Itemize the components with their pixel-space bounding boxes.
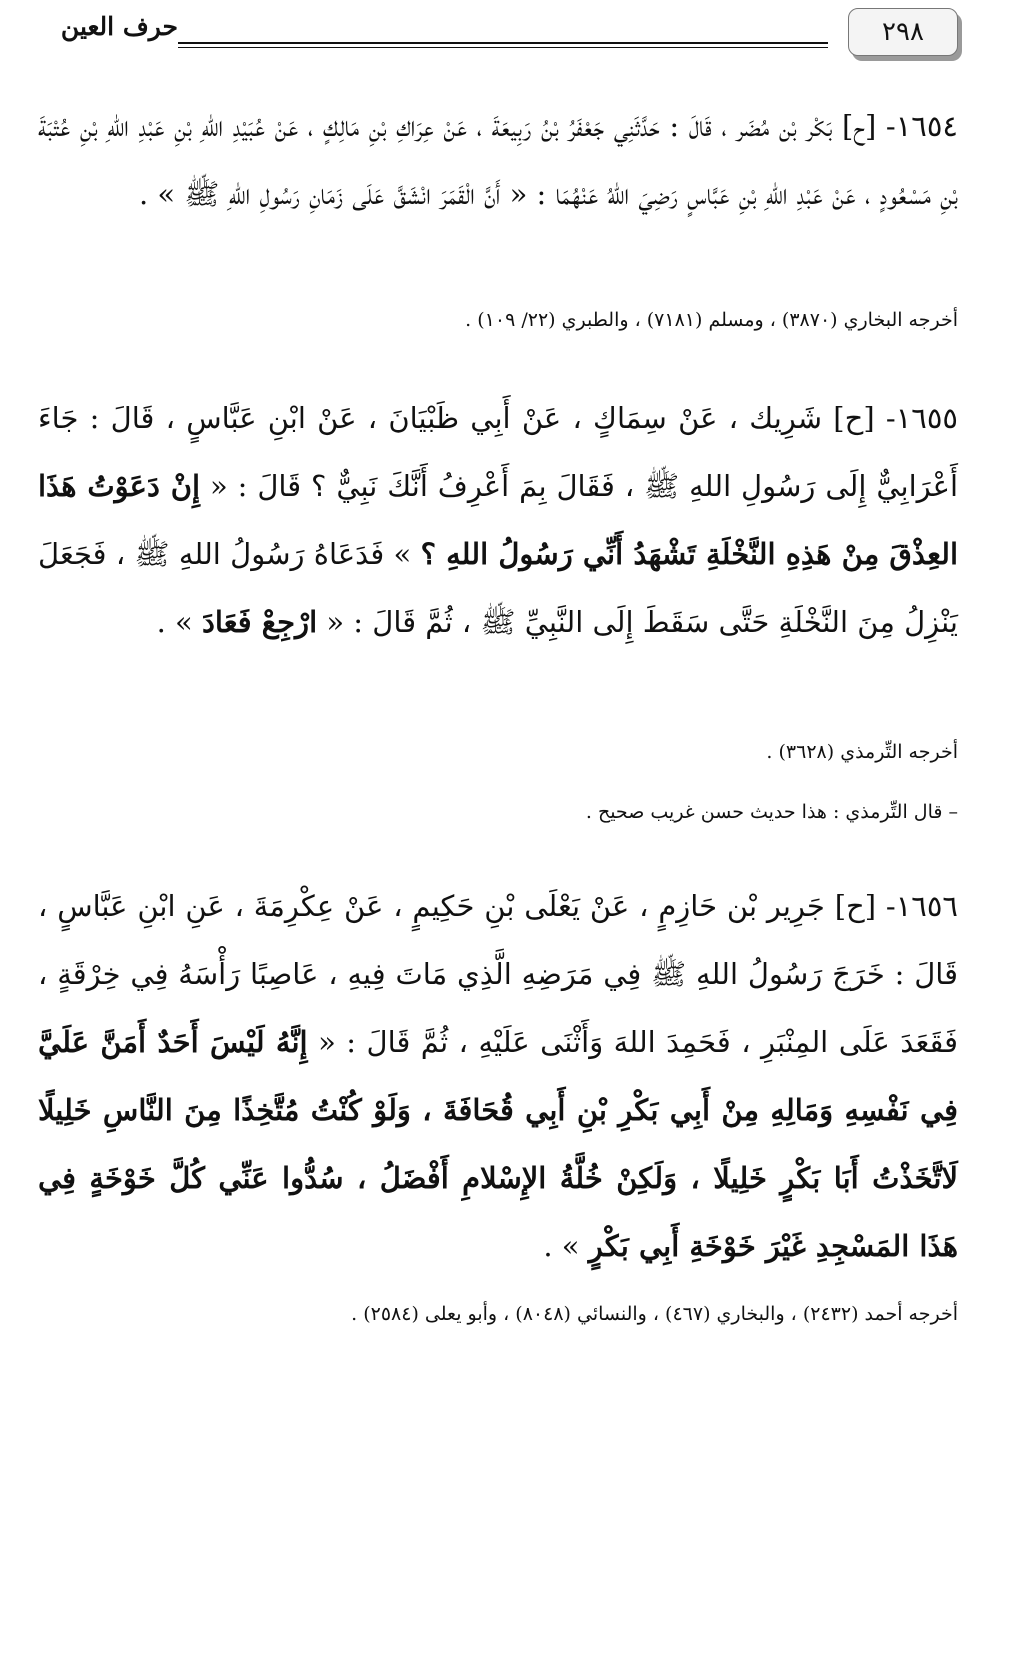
hadith-text: ١٦٥٦- [ح] جَرِير بْن حَازِمٍ ، عَنْ يَعْلَى بْنِ حَكِيمٍ ، عَنْ عِكْرِمَةَ ، عَنِ ابْنِ عَبَّاسٍ ، قَالَ : خَرَجَ رَسُولُ اللهِ ﷺ فِي مَرَضِهِ الَّذِي مَاتَ فِيهِ ، عَاصِبًا رَأْسَهُ فِي خِرْقَةٍ ، فَقَعَدَ عَلَى المِنْبَرِ ، فَحَمِدَ اللهَ وَأَثْنَى عَلَيْهِ ، ثُمَّ قَالَ : « xyxy=(38,889,958,1059)
hadith-1656 xyxy=(38,872,958,1280)
page-number: ٢٩٨ xyxy=(882,17,924,47)
hadith-1654 xyxy=(38,92,958,228)
hadith-text: ١٦٥٥- [ح] شَرِيك ، عَنْ سِمَاكٍ ، عَنْ أَبِي ظَبْيَانَ ، عَنْ ابْنِ عَبَّاسٍ ، قَالَ : جَاءَ أَعْرَابِيٌّ إِلَى رَسُولِ اللهِ ﷺ ، فَقَالَ بِمَ أَعْرِفُ أَنَّكَ نَبِيٌّ ؟ قَالَ : « xyxy=(38,401,958,503)
hadith-1655-note: – قال التِّرمذي : هذا حديث حسن غريب صحيح . xyxy=(585,801,958,823)
prophetic-saying: إِنَّهُ لَيْسَ أَحَدٌ أَمَنَّ عَلَيَّ فِي نَفْسِهِ وَمَالِهِ مِنْ أَبِي بَكْرِ بْنِ أَبِي قُحَافَةَ ، وَلَوْ كُنْتُ مُتَّخِذًا مِنَ النَّاسِ خَلِيلًا لَاتَّخَذْتُ أَبَا بَكْرٍ خَلِيلًا ، وَلَكِنْ خُلَّةُ الإِسْلامِ أَفْضَلُ ، سُدُّوا عَنِّي كُلَّ خَوْخَةٍ فِي هَذَا المَسْجِدِ غَيْرَ خَوْخَةِ أَبِي بَكْرٍ xyxy=(38,1025,958,1263)
hadith-1654-source: أخرجه البخاري (٣٨٧٠) ، ومسلم (٧١٨١) ، والطبري (٢٢/ ١٠٩) . xyxy=(465,309,958,331)
page-number-tab xyxy=(848,8,958,56)
closing-quote: » . xyxy=(543,1229,580,1263)
chapter-title: حرف العين xyxy=(60,12,178,41)
hadith-1655 xyxy=(38,384,958,656)
prophetic-saying: إِنْ دَعَوْتُ هَذَا العِذْقَ مِنْ هَذِهِ النَّخْلَةِ تَشْهَدُ أَنِّي رَسُولُ اللهِ ؟ xyxy=(38,469,959,571)
hadith-text: ١٦٥٤- [ح] بَكْر بْن مُضَر ، قَالَ : حَدَّثَنِي جَعْفَرُ بْنُ رَبِيعَةَ ، عَنْ عِرَاكِ بْنِ مَالِكٍ ، عَنْ عُبَيْدِ اللهِ بْنِ عَبْدِ اللهِ بْنِ عُتْبَةَ بْنِ مَسْعُودٍ ، عَنْ عَبْدِ اللهِ بْنِ عَبَّاسٍ رَضِيَ اللهُ عَنْهُمَا : « أَنَّ الْقَمَرَ انْشَقَّ عَلَى زَمَانِ رَسُولِ اللهِ ﷺ » . xyxy=(38,109,958,211)
prophetic-saying: ارْجِعْ فَعَادَ xyxy=(202,605,318,639)
header-rule xyxy=(178,42,828,48)
hadith-text: » فَدَعَاهُ رَسُولُ اللهِ ﷺ ، فَجَعَلَ يَنْزِلُ مِنَ النَّخْلَةِ حَتَّى سَقَطَ إِلَى النَّبِيِّ ﷺ ، ثُمَّ قَالَ : « xyxy=(38,537,958,639)
hadith-1656-source: أخرجه أحمد (٢٤٣٢) ، والبخاري (٤٦٧) ، والنسائي (٨٠٤٨) ، وأبو يعلى (٢٥٨٤) . xyxy=(351,1303,958,1325)
closing-quote: » . xyxy=(156,605,193,639)
hadith-1655-source: أخرجه التِّرمذي (٣٦٢٨) . xyxy=(766,741,958,763)
